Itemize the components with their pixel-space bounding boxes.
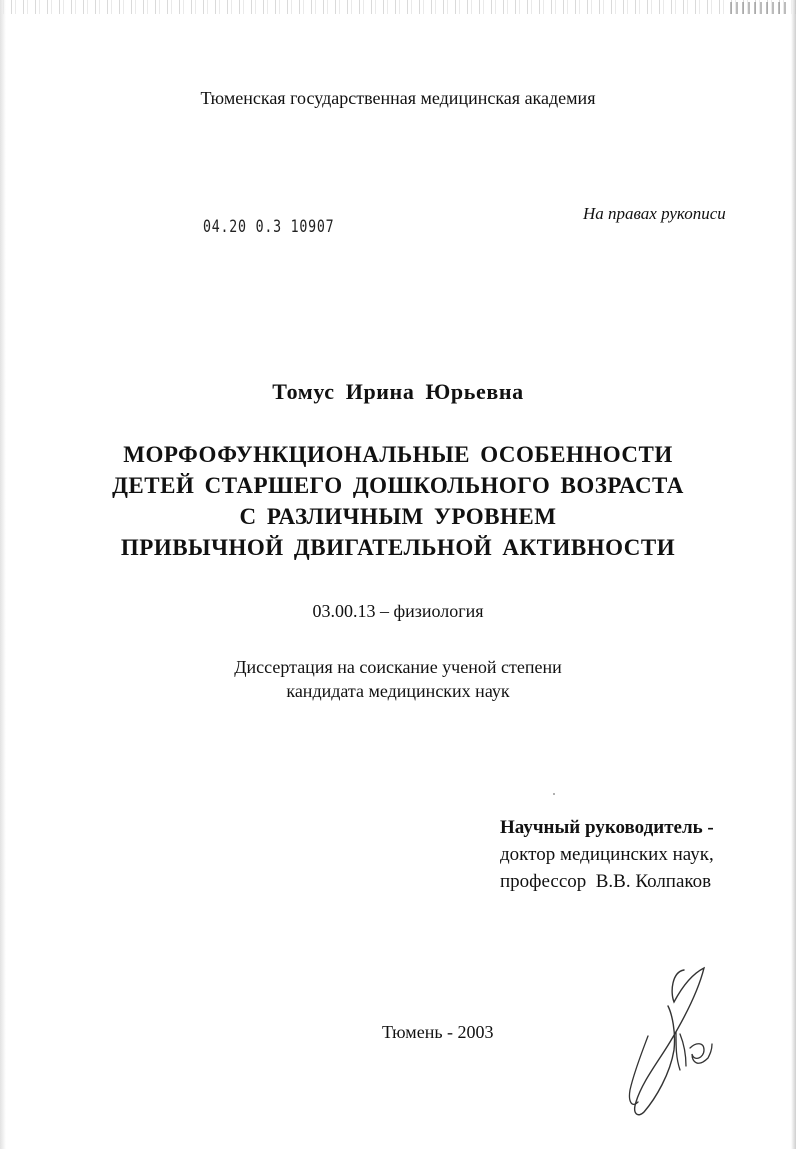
degree-line: Диссертация на соискание ученой степени	[234, 657, 562, 677]
scan-edge-right	[791, 0, 796, 1149]
degree-statement	[0, 655, 796, 703]
specialty-code: 03.00.13 – физиология	[312, 601, 484, 621]
title-line: ПРИВЫЧНОЙ ДВИГАТЕЛЬНОЙ АКТИВНОСТИ	[120, 535, 676, 560]
rights-note: На правах рукописи	[583, 204, 726, 223]
author-name: Томус Ирина Юрьевна	[272, 379, 524, 404]
scan-edge-top	[0, 0, 796, 14]
title-line: С РАЗЛИЧНЫМ УРОВНЕМ	[239, 504, 557, 529]
scan-speck	[553, 793, 555, 795]
supervisor-block	[500, 814, 714, 895]
institution-name: Тюменская государственная медицинская академия	[200, 88, 596, 108]
signature-icon	[612, 962, 722, 1122]
degree-line: кандидата медицинских наук	[286, 681, 510, 701]
scan-edge-left	[0, 0, 6, 1149]
city-year: Тюмень - 2003	[382, 1022, 494, 1042]
supervisor-role: Научный руководитель -	[500, 817, 714, 838]
registration-stamp-number	[203, 217, 334, 237]
stamp-number-text: 04.20 0.3 10907	[203, 217, 335, 237]
title-line: МОРФОФУНКЦИОНАЛЬНЫЕ ОСОБЕННОСТИ	[123, 442, 673, 467]
dissertation-title	[0, 439, 796, 563]
title-line: ДЕТЕЙ СТАРШЕГО ДОШКОЛЬНОГО ВОЗРАСТА	[112, 473, 684, 498]
supervisor-degree: доктор медицинских наук,	[500, 844, 714, 865]
scan-noise	[730, 2, 790, 14]
supervisor-name: профессор В.В. Колпаков	[500, 871, 712, 892]
